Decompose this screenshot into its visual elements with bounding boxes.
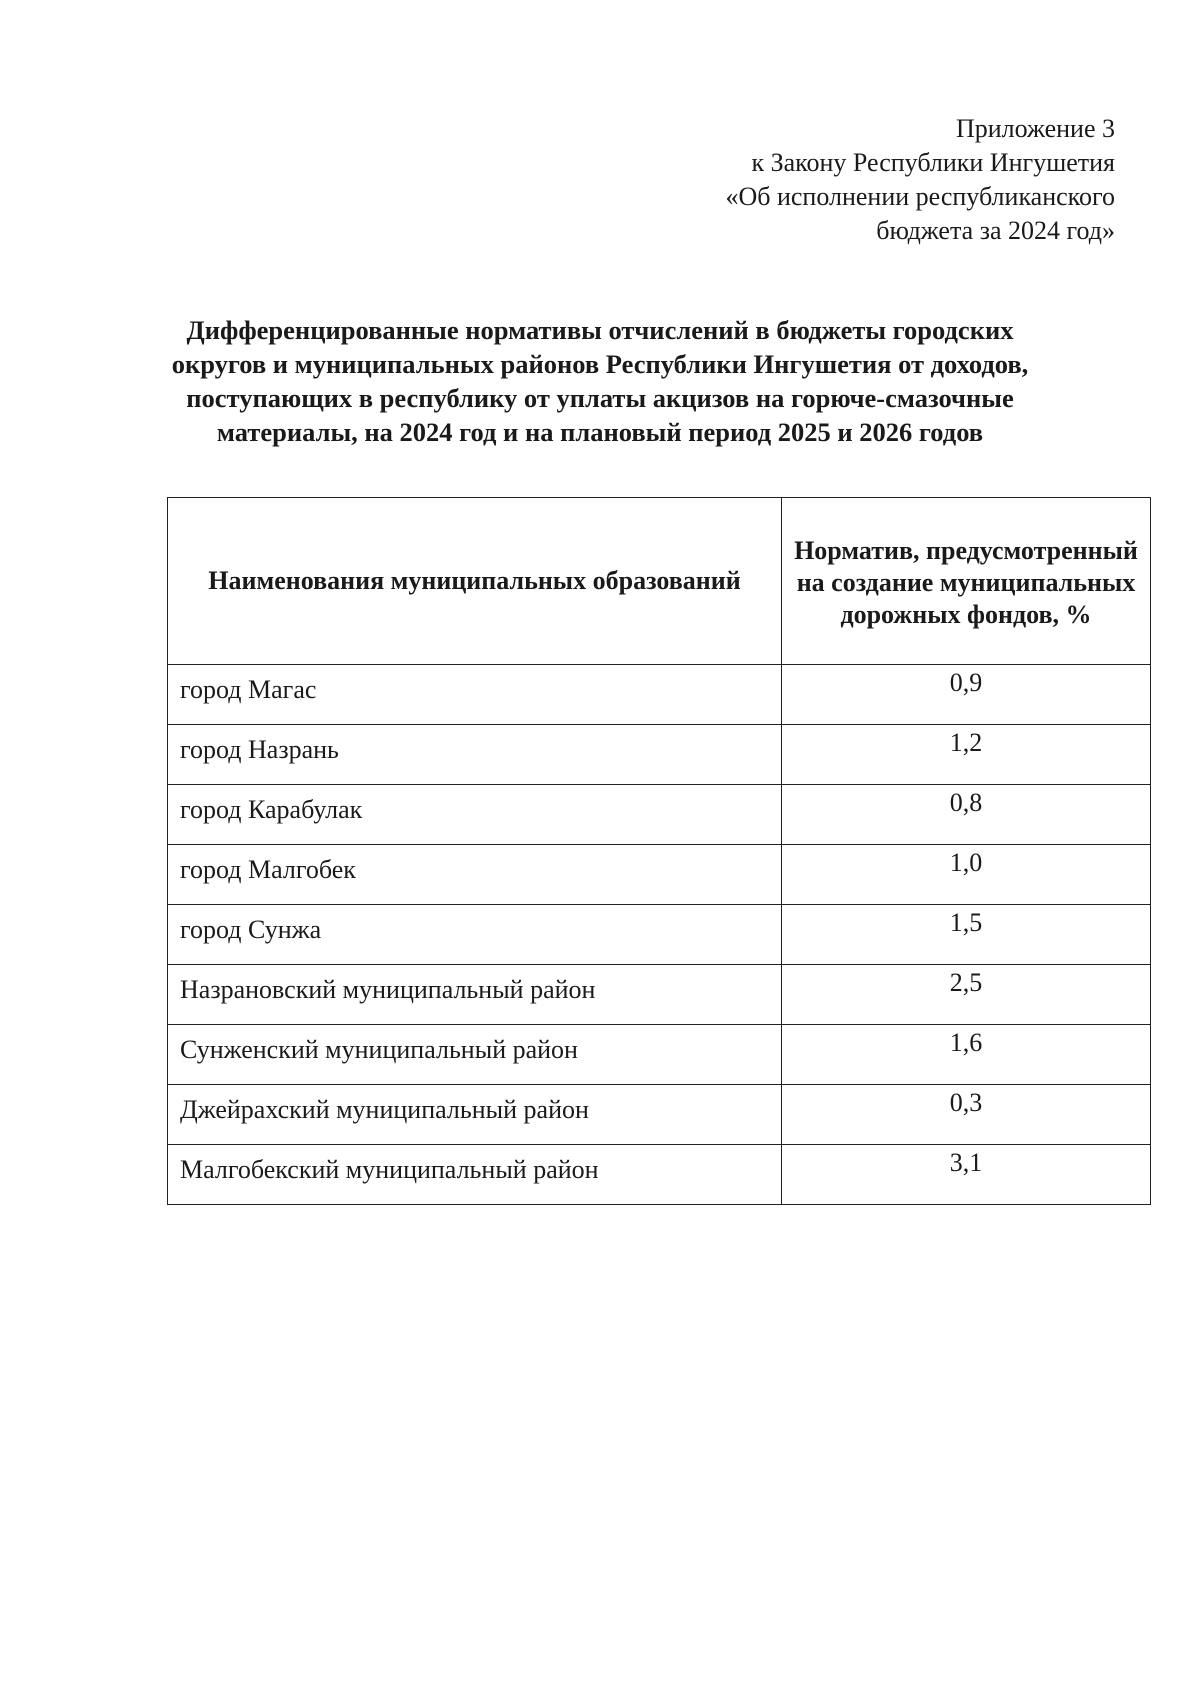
table-header-row (168, 498, 1151, 665)
norm-value: 1,6 (782, 1025, 1151, 1085)
norms-table (167, 497, 1151, 1205)
title-line: округов и муниципальных районов Республики Ингушетия от доходов, (171, 349, 1029, 379)
municipality-name: город Малгобек (168, 845, 782, 905)
header-municipality-name: Наименования муниципальных образований (168, 498, 782, 665)
table-row (168, 845, 1151, 905)
appendix-line: «Об исполнении республиканского (725, 182, 1115, 211)
norm-value: 1,2 (782, 725, 1151, 785)
title-line: поступающих в республику от уплаты акцизов на горюче-смазочные (186, 383, 1014, 413)
table-row (168, 965, 1151, 1025)
norm-value: 0,8 (782, 785, 1151, 845)
table-row (168, 665, 1151, 725)
norm-value: 2,5 (782, 965, 1151, 1025)
appendix-line: Приложение 3 (955, 114, 1115, 143)
norm-value: 0,9 (782, 665, 1151, 725)
header-norm-percent: Норматив, предусмотренный на создание муниципальных дорожных фондов, % (782, 498, 1151, 665)
municipality-name: Сунженский муниципальный район (168, 1025, 782, 1085)
norm-value: 1,5 (782, 905, 1151, 965)
norm-value: 1,0 (782, 845, 1151, 905)
appendix-line: бюджета за 2024 год» (876, 216, 1115, 245)
municipality-name: город Сунжа (168, 905, 782, 965)
appendix-note (725, 112, 1115, 248)
norm-value: 0,3 (782, 1085, 1151, 1145)
table-row (168, 1085, 1151, 1145)
title-line: Дифференцированные нормативы отчислений в бюджеты городских (186, 315, 1014, 345)
table-row (168, 785, 1151, 845)
municipality-name: город Карабулак (168, 785, 782, 845)
municipality-name: Назрановский муниципальный район (168, 965, 782, 1025)
municipality-name: город Магас (168, 665, 782, 725)
table-row (168, 1145, 1151, 1205)
title-line: материалы, на 2024 год и на плановый период 2025 и 2026 годов (216, 417, 984, 447)
municipality-name: Джейрахский муниципальный район (168, 1085, 782, 1145)
document-title (130, 313, 1070, 449)
appendix-line: к Закону Республики Ингушетия (751, 148, 1115, 177)
table-row (168, 1025, 1151, 1085)
table-row (168, 905, 1151, 965)
municipality-name: город Назрань (168, 725, 782, 785)
municipality-name: Малгобекский муниципальный район (168, 1145, 782, 1205)
norm-value: 3,1 (782, 1145, 1151, 1205)
table-row (168, 725, 1151, 785)
